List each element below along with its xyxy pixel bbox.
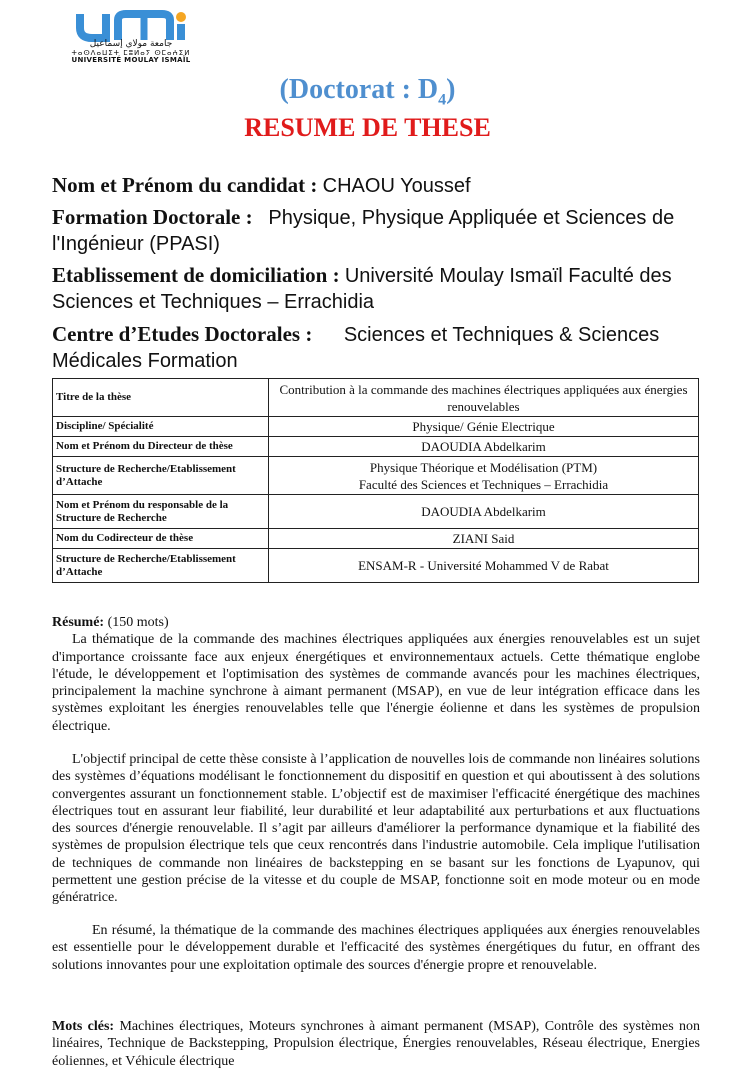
ced-field: Centre d’Etudes Doctorales : Sciences et Techniques & Sciences Médicales Formation [52, 322, 660, 372]
row-value: ZIANI Said [269, 529, 699, 549]
table-row [53, 437, 699, 457]
logo-arabic-text: جامعة مولاي إسماعيل [89, 39, 173, 49]
thesis-info-table [52, 378, 699, 583]
row-key: Discipline/ Spécialité [53, 417, 269, 437]
row-key: Structure de Recherche/Etablissement d’Attache [53, 549, 269, 583]
program-heading: (Doctorat : $D_4$) [279, 74, 456, 109]
row-key: Nom et Prénom du Directeur de thèse [53, 437, 269, 457]
row-key: Structure de Recherche/Etablissement d’Attache [53, 457, 269, 495]
summary-paragraph-3: En résumé, la thématique de la commande des machines électriques appliquées aux énergies renouvelables est essentielle pour le développement durable et l'efficacité des systèmes énergétiques du futur, en offrant des solutions innovantes pour une exploitation optimale des sources d'énergie propre et renouvelable. [52, 923, 700, 973]
table-row [53, 529, 699, 549]
logo-tifinagh-text: ⵜⴰⵙⴷⴰⵡⵉⵜ ⵎⵓⵍⴰⵢ ⵙⵎⴰⵄⵉⵍ [71, 49, 191, 57]
logo-french-text: UNIVERSITÉ MOULAY ISMAÏL [71, 56, 191, 64]
formation-field: Formation Doctorale : Physique, Physique Appliquée et Sciences de l'Ingénieur (PPASI) [52, 205, 675, 255]
page-title: RESUME DE THESE [244, 113, 491, 142]
summary-paragraph-1: La thématique de la commande des machines électriques appliquées aux énergies renouvelables est un sujet d'importance croissante face aux enjeux énergétiques et environnementaux actuels. Cette thématique englobe l'étude, le développement et l'optimisation des systèmes de commande avancés pour les machines électriques, principalement la machine synchrone à aimant permanent (MSAP), en vue de leur intégration efficace dans les systèmes exploitant les énergies renouvelables telle que l'énergie éolienne et dans les systèmes de propulsion électrique. [52, 632, 700, 734]
table-row [53, 417, 699, 437]
row-value: DAOUDIA Abdelkarim [269, 437, 699, 457]
row-value: DAOUDIA Abdelkarim [269, 495, 699, 529]
row-key: Nom du Codirecteur de thèse [53, 529, 269, 549]
summary-heading: Résumé: (150 mots) [52, 615, 169, 630]
candidate-field: Nom et Prénom du candidat : CHAOU Youssef [52, 173, 471, 197]
table-row [53, 457, 699, 495]
row-value: Contribution à la commande des machines électriques appliquées aux énergies renouvelables [269, 379, 699, 417]
keywords-section: Mots clés: Machines électriques, Moteurs synchrones à aimant permanent (MSAP), Contrôle des systèmes non linéaires, Technique de Backstepping, Propulsion électrique, Énergies renouvelables, Réseau électrique, Energies éoliennes, et Véhicule électrique [52, 1019, 700, 1069]
table-row [53, 495, 699, 529]
etablissement-field: Etablissement de domiciliation : Université Moulay Ismaïl Faculté des Sciences et Techniques – Errachidia [52, 263, 672, 313]
row-value: Physique Théorique et Modélisation (PTM) Faculté des Sciences et Techniques – Errachidia [269, 457, 699, 495]
row-value: Physique/ Génie Electrique [269, 417, 699, 437]
table-row [53, 549, 699, 583]
row-value: ENSAM-R - Université Mohammed V de Rabat [269, 549, 699, 583]
table-row [53, 379, 699, 417]
summary-paragraph-2: L'objectif principal de cette thèse consiste à l’application de nouvelles lois de commande non linéaires solutions des systèmes d’équations modélisant le fonctionnement du dispositif en question et qui aboutissent à des solutions convergentes assurant un fonctionnement stable. L’objectif est de maximiser l'efficacité énergétique des machines électriques tout en assurant leur fiabilité, leur durabilité et leur adaptabilité aux perturbations et aux fluctuations des sources d'énergie renouvelable. Il s’agit par ailleurs d'améliorer la performance dynamique et la fiabilité des systèmes de propulsion électrique tels que ceux rencontrés dans l'industrie automobile. Cela implique l'utilisation de techniques de commande non linéaires de backstepping en se basant sur les fonctions de Lyapunov, qui permettent une gestion précise de la vitesse et du couple de MSAP, fonctionne soit en mode moteur ou en mode génératrice. [52, 752, 700, 906]
row-key: Titre de la thèse [53, 379, 269, 417]
row-key: Nom et Prénom du responsable de la Structure de Recherche [53, 495, 269, 529]
summary-section [52, 614, 700, 735]
